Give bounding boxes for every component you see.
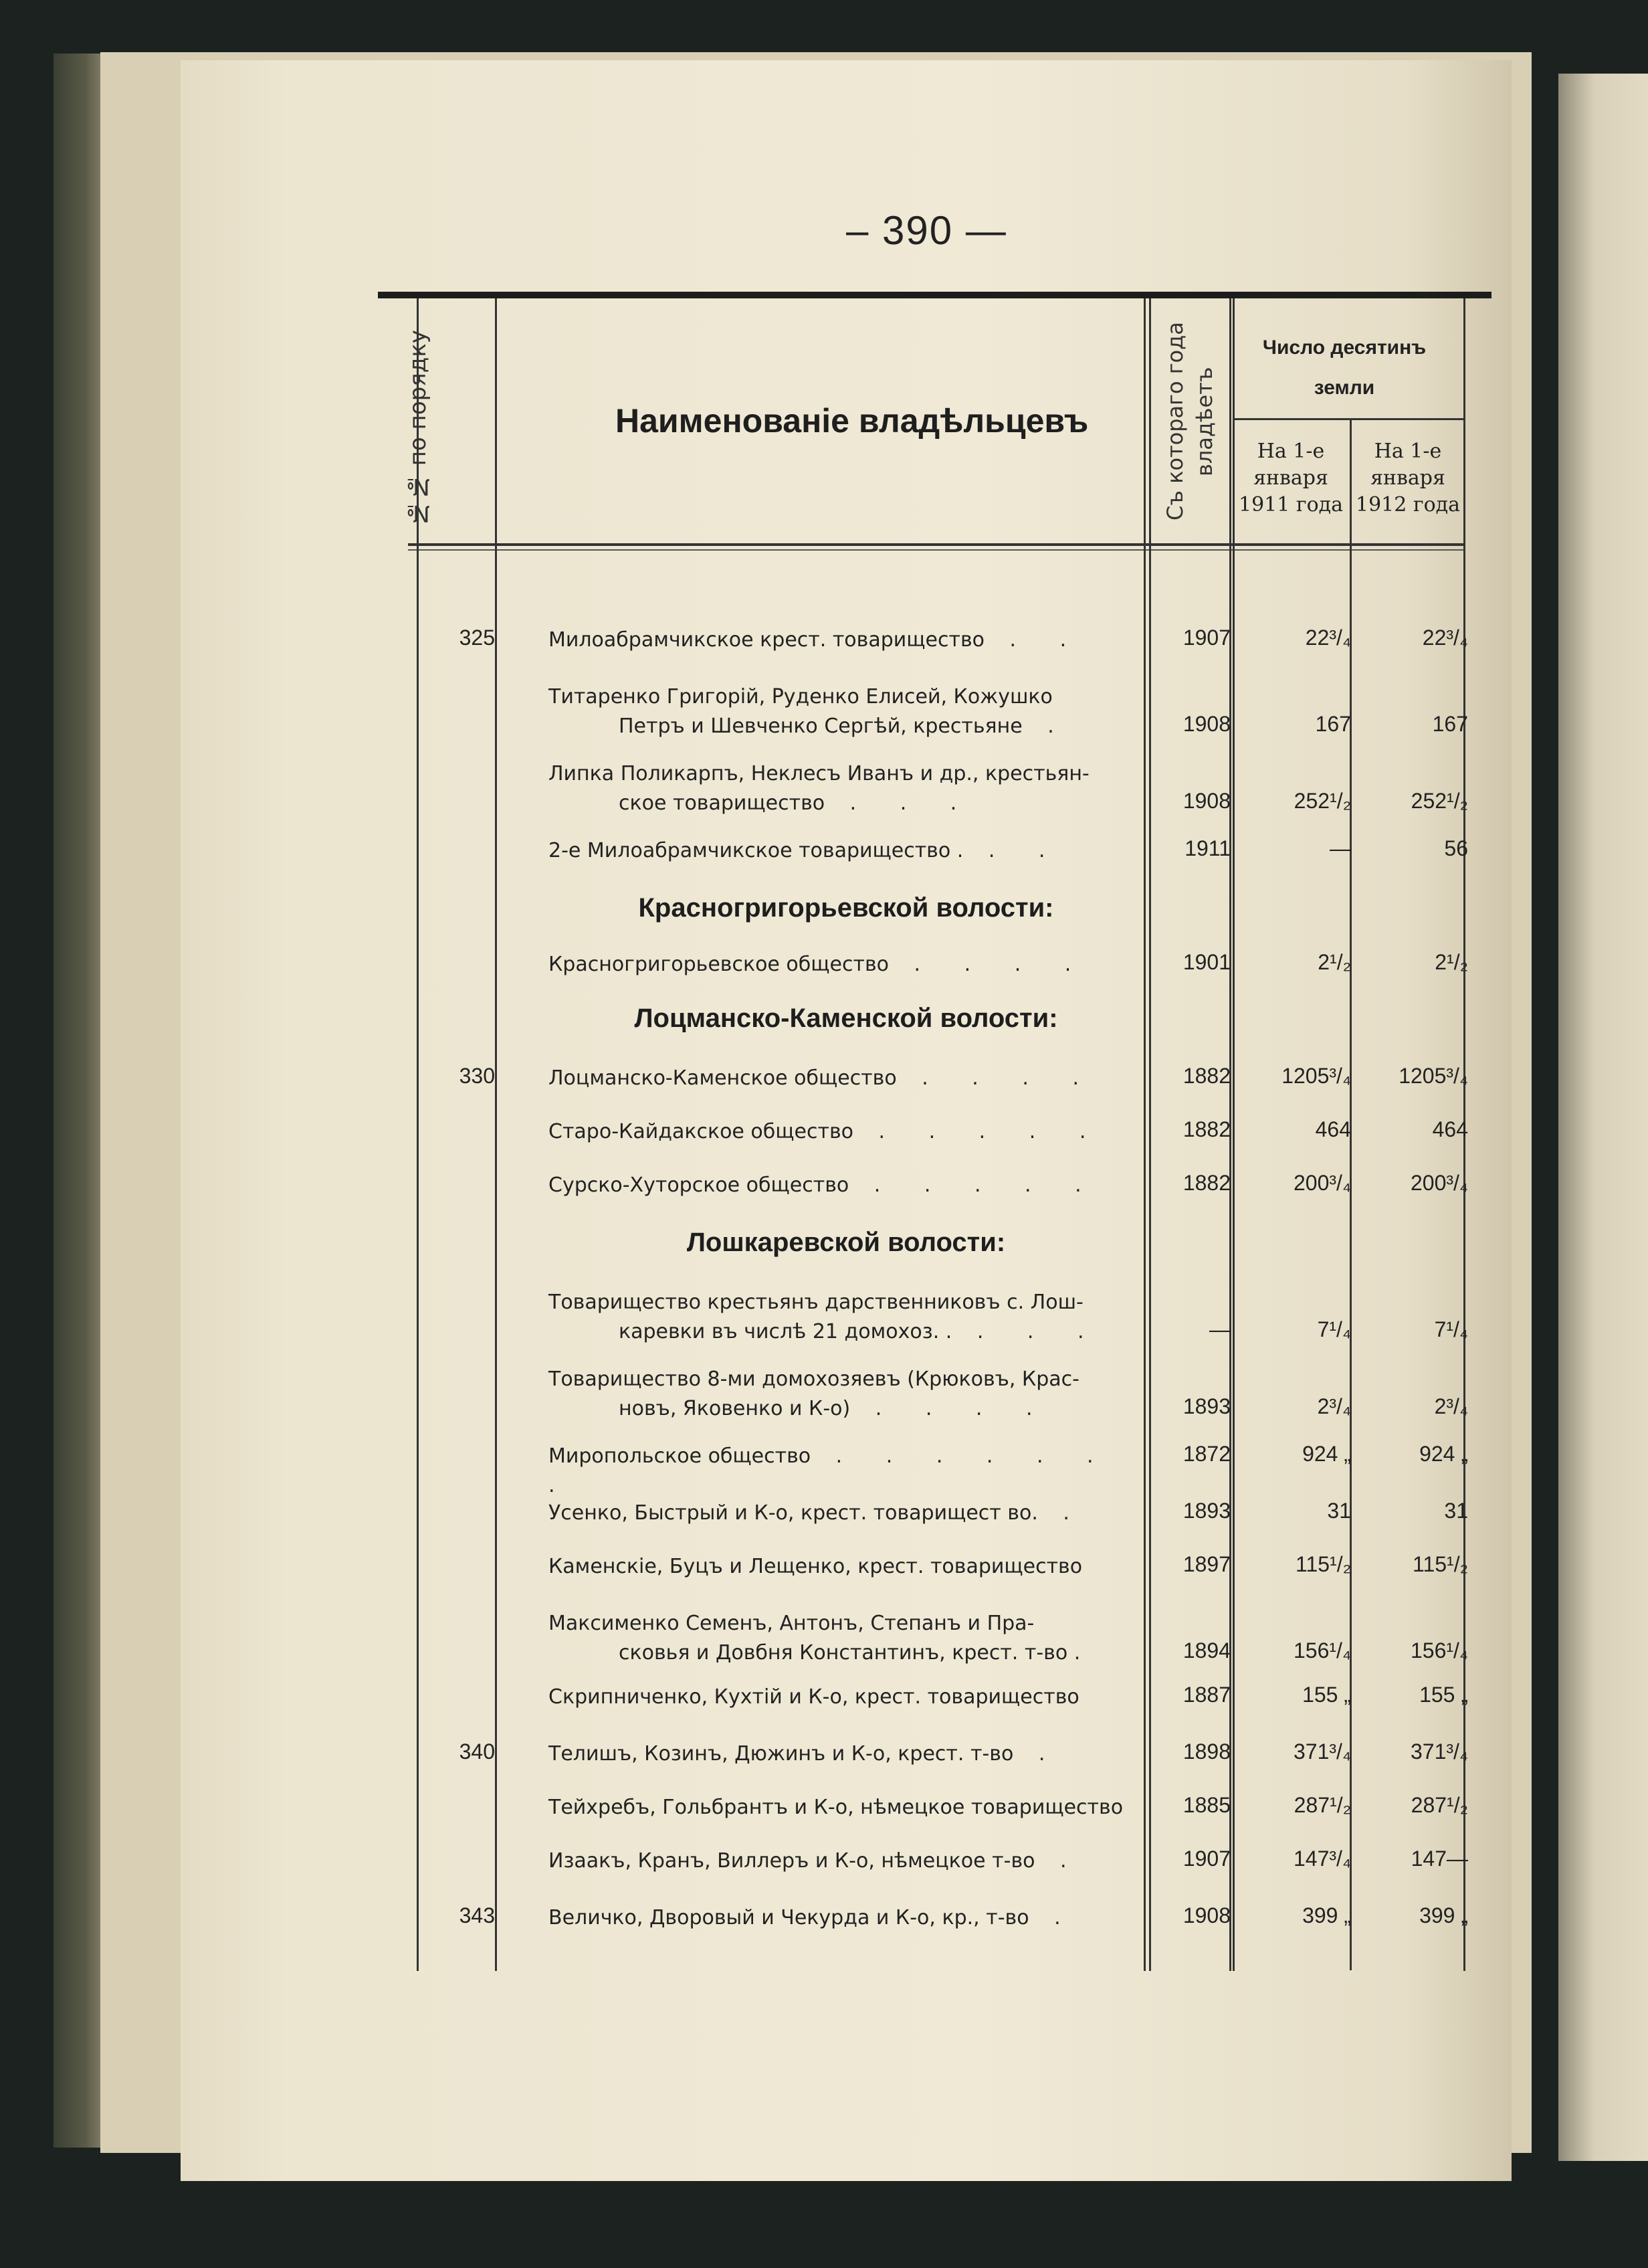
leader-dots: . <box>1029 1906 1079 1929</box>
owner-name-line1: Лоцманско-Каменское общество <box>548 1066 897 1090</box>
row-number: 325 <box>459 626 495 650</box>
area-1912: 287¹/₂ <box>1411 1793 1468 1817</box>
leader-dots: . <box>1037 1501 1088 1525</box>
area-1911: 464 <box>1315 1117 1351 1141</box>
year-owned: 1908 <box>1182 1903 1231 1927</box>
area-1911: 371³/₄ <box>1294 1739 1351 1764</box>
owner-name <box>548 759 1144 818</box>
area-1912: 115¹/₂ <box>1413 1552 1468 1576</box>
owner-name <box>548 1171 1144 1200</box>
row-number: 340 <box>459 1739 495 1764</box>
header-1911-line1: На 1-е <box>1257 440 1325 463</box>
year-owned: 1898 <box>1182 1739 1231 1764</box>
owner-name <box>548 682 1144 741</box>
leader-dots: . . . . <box>896 1066 1098 1090</box>
header-1912-line2: января <box>1370 466 1445 490</box>
area-1912: 200³/₄ <box>1411 1171 1468 1195</box>
header-1911 <box>1234 438 1348 518</box>
leader-dots: . . . . <box>889 953 1090 976</box>
owner-name-line1: Изаакъ, Кранъ, Виллеръ и К-о, нѣмецкое т-во <box>548 1849 1035 1873</box>
owner-name-line1: Величко, Дворовый и Чекурда и К-о, кр., т-во <box>548 1906 1029 1929</box>
owner-name-line1: Сурско-Хуторское общество <box>548 1173 849 1197</box>
year-owned: 1893 <box>1182 1394 1231 1418</box>
year-owned: 1872 <box>1182 1442 1231 1466</box>
header-count-col <box>1231 328 1458 408</box>
owner-name <box>548 626 1144 655</box>
owner-name <box>548 950 1144 979</box>
owner-name-line2: ское товарищество . . . <box>619 791 976 815</box>
owner-name-line1: Старо-Кайдакское общество <box>548 1120 853 1143</box>
year-owned: 1908 <box>1182 789 1231 813</box>
owner-name-line1: Титаренко Григорій, Руденко Елисей, Кожушко <box>548 685 1053 708</box>
year-owned: — <box>1209 1317 1231 1341</box>
owner-name-line1: Миропольское общество <box>548 1444 811 1468</box>
header-name-col: Наименованіе владѣльцевъ <box>615 402 1089 440</box>
section-heading: Лоцманско-Каменской волости: <box>634 1004 1058 1033</box>
area-1911: 399 „ <box>1302 1903 1351 1927</box>
opposite-page <box>1558 74 1648 2161</box>
column-divider <box>495 298 497 1971</box>
owner-name-line1: Максименко Семенъ, Антонъ, Степанъ и Пра- <box>548 1612 1035 1635</box>
header-since-col <box>1160 308 1234 535</box>
owner-name-line1: Скрипниченко, Кухтій и К-о, крест. товарищество <box>548 1685 1079 1709</box>
area-1911: 156¹/₄ <box>1294 1638 1351 1663</box>
header-count-line2: земли <box>1314 377 1375 399</box>
top-rule <box>378 292 1491 298</box>
year-owned: 1894 <box>1182 1638 1231 1663</box>
owner-name-line1: Красногригорьевское общество <box>548 953 890 976</box>
header-1911-line2: января <box>1253 466 1328 490</box>
owner-name <box>548 1499 1144 1528</box>
owner-name-line1: Товарищество 8-ми домохозяевъ (Крюковъ, Крас- <box>548 1367 1079 1391</box>
area-1912: 2³/₄ <box>1434 1394 1468 1418</box>
owner-name <box>548 1793 1144 1822</box>
owner-name <box>548 1288 1144 1347</box>
header-number-col: №№ по порядку <box>405 330 431 527</box>
area-1911: 252¹/₂ <box>1294 789 1351 813</box>
column-divider <box>1144 298 1146 1971</box>
leader-dots: . . . . . <box>853 1120 1105 1143</box>
owner-name <box>548 1683 1144 1712</box>
area-1912: 22³/₄ <box>1422 626 1468 650</box>
owner-name <box>548 1552 1144 1582</box>
owner-name-line1: Каменскіе, Буцъ и Лещенко, крест. товарищество <box>548 1555 1083 1578</box>
area-1911: 2³/₄ <box>1317 1394 1351 1418</box>
leader-dots: . . . . . <box>849 1173 1100 1197</box>
row-number: 343 <box>459 1903 495 1927</box>
area-1912: 31 <box>1444 1499 1468 1523</box>
header-rule-2 <box>408 549 1465 551</box>
area-1911: 200³/₄ <box>1294 1171 1351 1195</box>
area-1911: 7¹/₄ <box>1317 1317 1351 1341</box>
area-1912: 924 „ <box>1419 1442 1468 1466</box>
year-owned: 1901 <box>1182 950 1231 974</box>
owner-name <box>548 1365 1144 1424</box>
page-number: – 390 — <box>846 208 1007 253</box>
owner-name-line2: Петръ и Шевченко Сергѣй, крестьяне . <box>619 715 1073 738</box>
owner-name-line2: сковья и Довбня Константинъ, крест. т-во . <box>619 1641 1081 1665</box>
leader-dots: . . . . . . . <box>548 1444 1112 1497</box>
area-1912: 464 <box>1432 1117 1468 1141</box>
header-1912 <box>1351 438 1465 518</box>
subheader-rule <box>1233 418 1463 420</box>
area-1912: 155 „ <box>1419 1683 1468 1707</box>
owner-name-line1: Милоабрамчикское крест. товарищество <box>548 628 985 652</box>
column-divider <box>1233 298 1235 1971</box>
year-owned: 1882 <box>1182 1064 1231 1088</box>
owner-name <box>548 1117 1144 1147</box>
header-since-line2: владѣетъ <box>1192 367 1217 476</box>
column-divider <box>1149 298 1151 1971</box>
owner-name <box>548 1739 1144 1769</box>
column-divider <box>417 298 419 1971</box>
owner-name <box>548 1064 1144 1093</box>
area-1912: 7¹/₄ <box>1434 1317 1468 1341</box>
owner-name <box>548 1442 1144 1501</box>
area-1911: 31 <box>1327 1499 1351 1523</box>
header-1912-line1: На 1-е <box>1374 440 1442 463</box>
owner-name-line1: 2-е Милоабрамчикское товарищество . <box>548 839 964 862</box>
year-owned: 1882 <box>1182 1171 1231 1195</box>
area-1912: 56 <box>1444 836 1468 860</box>
area-1912: 147— <box>1411 1847 1468 1871</box>
area-1912: 2¹/₂ <box>1435 950 1468 974</box>
leader-dots: . <box>1013 1742 1064 1766</box>
year-owned: 1907 <box>1182 626 1231 650</box>
leader-dots: . . . <box>825 791 976 815</box>
leader-dots: . . <box>984 628 1086 652</box>
owner-name <box>548 1903 1144 1933</box>
area-1912: 399 „ <box>1419 1903 1468 1927</box>
year-owned: 1885 <box>1182 1793 1231 1817</box>
owner-name-line1: Телишъ, Козинъ, Дюжинъ и К-о, крест. т-во <box>548 1742 1014 1766</box>
header-1912-line3: 1912 года <box>1355 493 1461 516</box>
year-owned: 1907 <box>1182 1847 1231 1871</box>
area-1911: 167 <box>1315 712 1351 736</box>
area-1911: 287¹/₂ <box>1294 1793 1351 1817</box>
section-heading: Красногригорьевской волости: <box>638 893 1054 923</box>
header-1911-line3: 1911 года <box>1238 493 1344 516</box>
area-1911: — <box>1330 836 1351 860</box>
area-1912: 252¹/₂ <box>1411 789 1468 813</box>
leader-dots: . . <box>963 839 1064 862</box>
year-owned: 1897 <box>1182 1552 1231 1576</box>
area-1911: 22³/₄ <box>1305 626 1351 650</box>
header-count-line1: Число десятинъ <box>1262 337 1427 359</box>
year-owned: 1893 <box>1182 1499 1231 1523</box>
area-1911: 147³/₄ <box>1294 1847 1351 1871</box>
area-1911: 1205³/₄ <box>1281 1064 1351 1088</box>
section-heading: Лошкаревской волости: <box>686 1228 1006 1257</box>
owner-name <box>548 1847 1144 1876</box>
area-1911: 155 „ <box>1302 1683 1351 1707</box>
leader-dots: . <box>1035 1849 1086 1873</box>
year-owned: 1908 <box>1182 712 1231 736</box>
area-1911: 2¹/₂ <box>1318 950 1351 974</box>
owner-name-line1: Усенко, Быстрый и К-о, крест. товарищест во. <box>548 1501 1038 1525</box>
year-owned: 1911 <box>1184 836 1231 860</box>
area-1911: 924 „ <box>1302 1442 1351 1466</box>
row-number: 330 <box>459 1064 495 1088</box>
owner-name <box>548 836 1144 866</box>
owner-name-line1: Липка Поликарпъ, Неклесъ Иванъ и др., крестьян- <box>548 762 1090 785</box>
year-owned: 1887 <box>1182 1683 1231 1707</box>
leader-dots: . <box>1022 715 1073 738</box>
area-1911: 115¹/₂ <box>1296 1552 1351 1576</box>
leader-dots: . . . <box>952 1320 1103 1343</box>
owner-name-line2: новъ, Яковенко и К-о) . . . . <box>619 1397 1051 1420</box>
owner-name-line1: Товарищество крестьянъ дарственниковъ с. Лош- <box>548 1291 1084 1314</box>
area-1912: 167 <box>1432 712 1468 736</box>
owner-name <box>548 1609 1144 1668</box>
year-owned: 1882 <box>1182 1117 1231 1141</box>
area-1912: 156¹/₄ <box>1411 1638 1468 1663</box>
header-rule <box>408 543 1465 546</box>
header-since-line1: Съ котораго года <box>1162 322 1188 521</box>
owner-name-line1: Тейхребъ, Гольбрантъ и К-о, нѣмецкое товарищество <box>548 1796 1124 1819</box>
area-1912: 371³/₄ <box>1411 1739 1468 1764</box>
leader-dots: . . . . <box>850 1397 1051 1420</box>
owner-name-line2: каревки въ числѣ 21 домохоз. . . . . <box>619 1320 1103 1343</box>
area-1912: 1205³/₄ <box>1399 1064 1468 1088</box>
